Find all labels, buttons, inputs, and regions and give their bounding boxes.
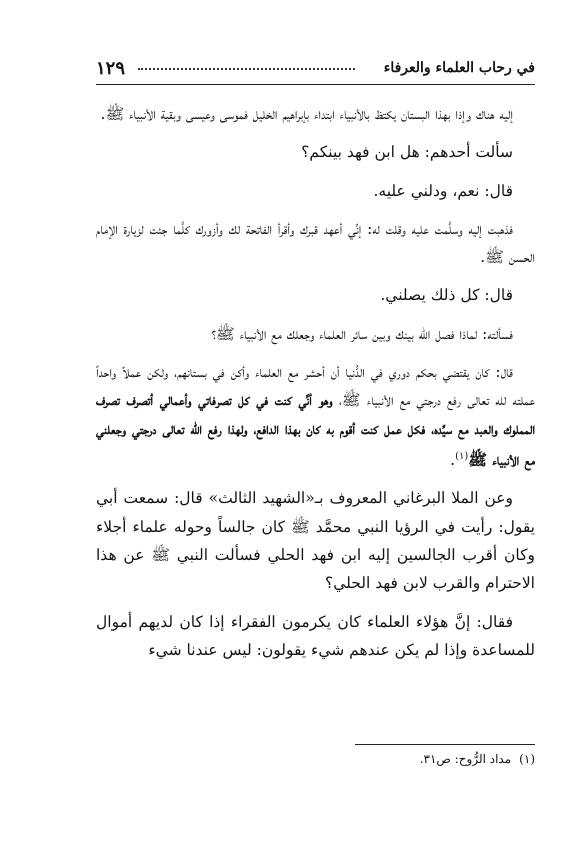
- paragraph-9: فقال: إنَّ هؤلاء العلماء كان يكرمون الفقراء إذا كان لديهم أموال للمساعدة وإذا لم يكن عندهم شيء يقولون: ليس عندنا شيء: [96, 612, 535, 659]
- body-text: [96, 100, 535, 674]
- leader-dots: [138, 68, 355, 70]
- paragraph-7-plain: قال: كان يقتضي بحكم دوري في الدُّنيا أن أحشر مع العلماء وأكن في بستانهم، ولكن عملاً واحداً عملته لله تعالى رفع درجتي مع الأنبياء ﷺ،: [96, 363, 535, 410]
- paragraph-6: فسألته: لماذا فصل الله بينك وبين سائر العلماء وجعلك مع الأنبياء ﷺ؟: [211, 324, 513, 343]
- paragraph-8: وعن الملا البرغاني المعروف بـ«الشهيد الثالث» قال: سمعت أبي يقول: رأيت في الرؤيا النبي محمَّد ﷺ كان جالساً وحوله علماء أجلاء وكان أقرب الجالسين إليه ابن فهد الحلي فسألت النبي ﷺ عن هذا الاحترام والقرب لابن فهد الحلي؟: [96, 489, 535, 593]
- footnote: [96, 752, 535, 766]
- paragraph-5: قال: كل ذلك يصلني.: [380, 286, 513, 305]
- footnote-divider: [355, 744, 535, 745]
- running-title: في رحاب العلماء والعرفاء: [383, 60, 535, 76]
- paragraph-2: سألت أحدهم: هل ابن فهد بينكم؟: [301, 143, 513, 162]
- paragraph-3: قال: نعم، ودلني عليه.: [373, 181, 513, 200]
- footnote-number: (١): [519, 752, 535, 766]
- footnote-text: مداد الرُّوح: ص٣١.: [419, 752, 512, 766]
- paragraph-7-bold: وهو أنِّي كنت في كل تصرفاتي وأعمالي أتصرف تصرف المملوك والعبد مع سيِّده، فكل عمل كنت أقوم به كان بهذا الدافع، ولهذا رفع الله تعالى درجتي وجعلني مع الأنبياء ﷺ: [96, 390, 535, 470]
- paragraph-7: [96, 358, 535, 474]
- paragraph-1: إليه هناك وإذا بهذا البستان يكتظ بالأنبياء ابتداء بإبراهيم الخليل فموسى وعيسى وبقية الأنبياء ﷺ.: [100, 105, 513, 123]
- paragraph-7-end: .: [450, 451, 456, 470]
- footnote-marker: (١): [455, 450, 469, 462]
- paragraph-4: فذهبت إليه وسلَّمت عليه وقلت له: إنِّي أعهد قبرك وأقرأ الفاتحة لك وأزورك كلَّما جئت لزيارة الإمام الحسن ﷺ.: [96, 219, 535, 267]
- page-number: ١٢٩: [96, 58, 126, 79]
- page-header: [96, 58, 535, 85]
